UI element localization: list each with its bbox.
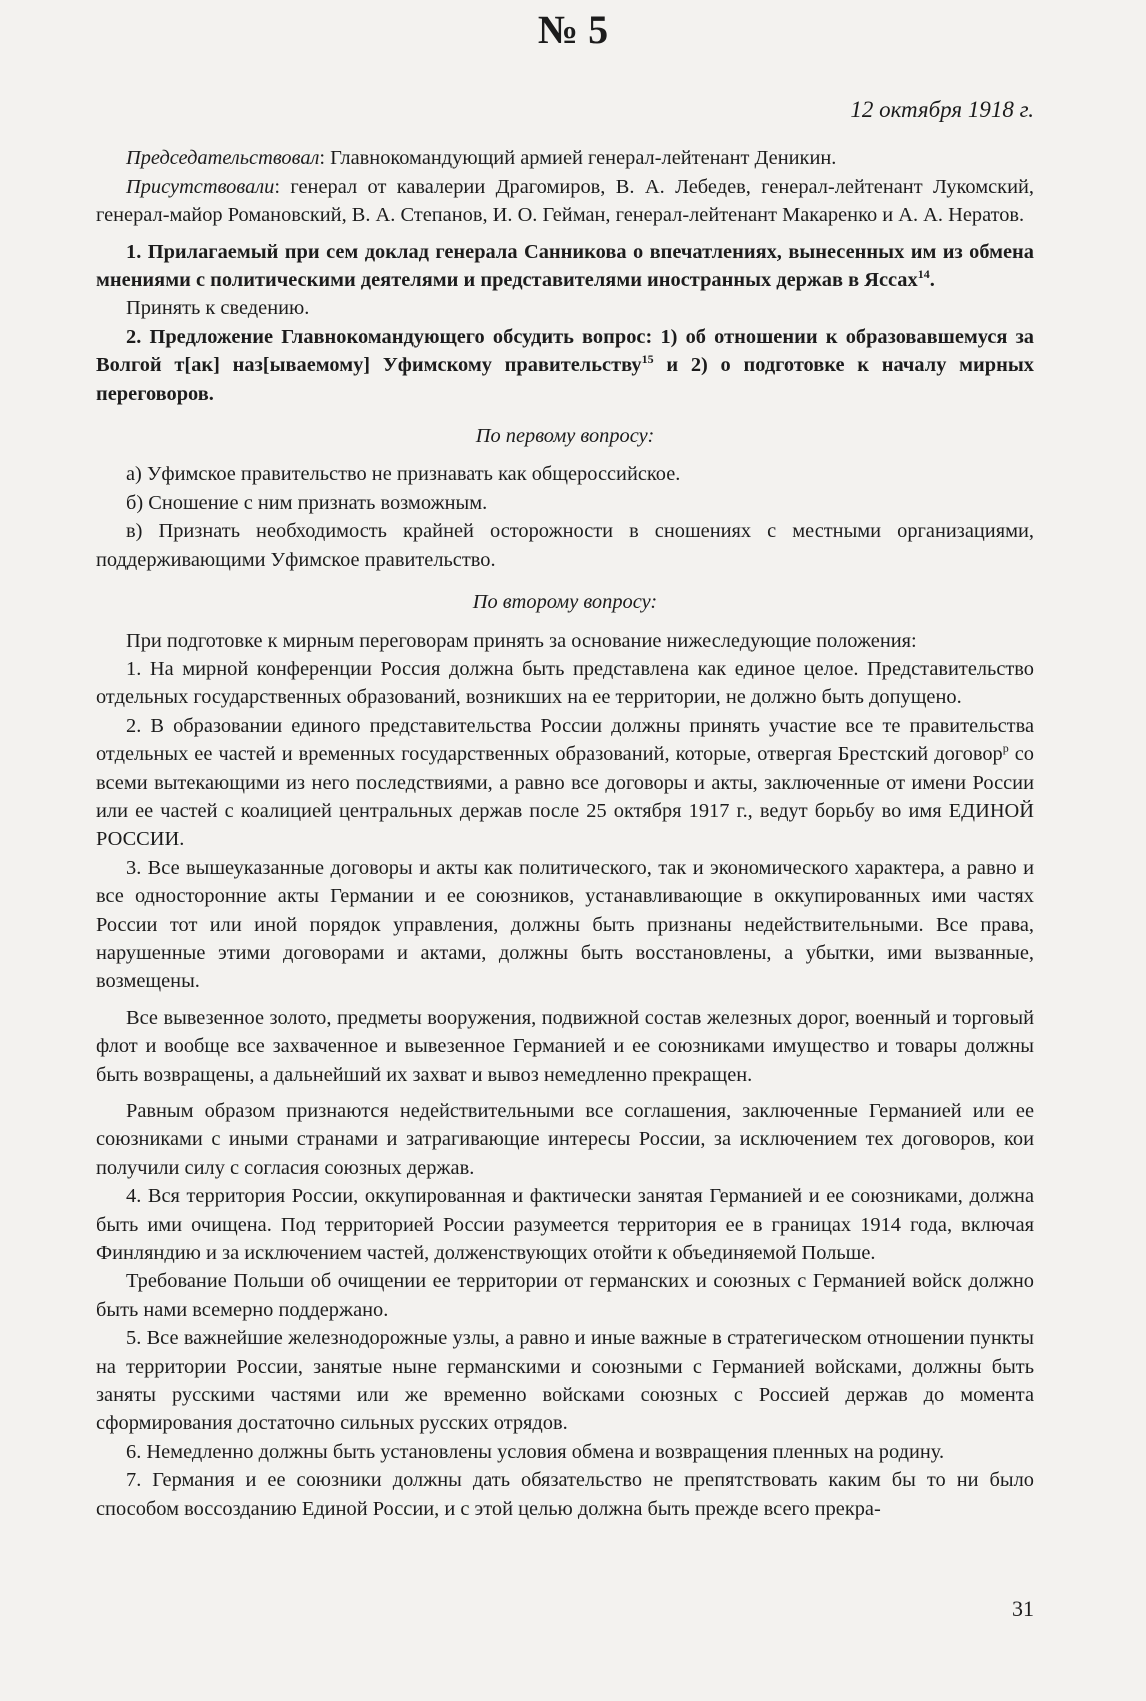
position-2 [96, 712, 1034, 854]
footnote-ref-15: 15 [641, 352, 654, 367]
position-3-agreements: Равным образом признаются недействительными все соглашения, заключенные Германией или ее союзниками с иными странами и затрагивающие интересы России, за исключением тех договоров, кои получили силу с согласия союзных держав. [96, 1100, 1034, 1179]
item-2 [96, 323, 1034, 408]
footnote-ref-14: 14 [917, 267, 930, 282]
position-4-poland: Требование Польши об очищении ее территории от германских и союзных с Германией войск должно быть нами всемерно поддержано. [96, 1270, 1034, 1321]
position-3: 3. Все вышеуказанные договоры и акты как политического, так и экономического характера, а равно и все односторонние акты Германии и ее союзников, устанавливающие в оккупированных ими частях России тот или иной порядок управления, должны быть признаны недействительными. Все права, нарушенные этими договорами и актами, должны быть восстановлены, а убытки, ими вызванные, возмещены. [96, 856, 1034, 993]
item-1-end: . [929, 269, 935, 292]
second-question-heading: По второму вопросу: [472, 591, 658, 614]
chair-line [96, 144, 1034, 172]
position-5: 5. Все важнейшие железнодорожные узлы, а равно и иные важные в стратегическом отношении пункты на территории России, занятые ныне германскими и союзными с Германией войсками, должны быть заняты русскими частями или же временно войсками союзных с Россией держав до момента сформирования достаточно сильных русских отрядов. [96, 1327, 1034, 1435]
chair-text: : Главнокомандующий армией генерал-лейтенант Деникин. [319, 147, 837, 170]
page-number: 31 [1012, 1596, 1034, 1621]
second-question-intro: При подготовке к мирным переговорам принять за основание нижеследующие положения: [126, 629, 917, 652]
position-6: 6. Немедленно должны быть установлены условия обмена и возвращения пленных на родину. [126, 1440, 945, 1463]
position-2-text-b: со всеми вытекающими из него последствиями, а равно все договоры и акты, заключенные от имени России или ее частей с коалицией центральных держав после 25 октября 1917 г., ведут борьбу во имя ЕДИНОЙ РОССИИ. [96, 743, 1034, 851]
item-1-resolution: Принять к сведению. [126, 297, 310, 320]
document-date: 12 октября 1918 г. [850, 97, 1034, 122]
item-1 [96, 238, 1034, 295]
position-1: 1. На мирной конференции Россия должна быть представлена как единое целое. Представительство отдельных государственных образований, возникших на ее территории, не должно быть допущено. [96, 657, 1034, 709]
footnote-ref-r: р [1002, 741, 1009, 756]
first-question-heading: По первому вопросу: [475, 425, 655, 448]
document-number: № 5 [537, 7, 609, 52]
first-question-point-b: б) Сношение с ним признать возможным. [126, 491, 488, 514]
position-4: 4. Вся территория России, оккупированная и фактически занятая Германией и ее союзниками, должна быть ими очищена. Под территорией России разумеется территория ее в границах 1914 года, включая Финляндию и за исключением частей, долженствующих отойти к объединяемой Польше. [96, 1185, 1034, 1265]
document-body [96, 40, 1034, 1523]
position-7: 7. Германия и ее союзники должны дать обязательство не препятствовать каким бы то ни было способом воссозданию Единой России, и с этой целью должна быть прежде всего прекра- [96, 1469, 1034, 1520]
present-text: : генерал от кавалерии Драгомиров, В. А. Лебедев, генерал-лейтенант Лукомский, генерал-майор Романовский, В. А. Степанов, И. О. Гейман, генерал-лейтенант Макаренко и А. А. Нератов. [96, 175, 1034, 227]
position-2-text-a: 2. В образовании единого представительства России должны принять участие все те правительства отдельных ее частей и временных государственных образований, которые, отвергая Брестский договор [96, 714, 1034, 766]
first-question-point-c: в) Признать необходимость крайней осторожности в сношениях с местными организациями, поддерживающими Уфимское правительство. [96, 520, 1034, 571]
present-line [96, 173, 1034, 230]
present-label: Присутствовали [126, 175, 275, 198]
item-1-text: 1. Прилагаемый при сем доклад генерала Санникова о впечатлениях, вынесенных им из обмена мнениями с политическими деятелями и представителями иностранных держав в Яссах [96, 240, 1034, 292]
item-2-text-a: 2. Предложение Главнокомандующего обсудить вопрос: 1) об отношении к образовавшемуся за Волгой т[ак] наз[ываемому] Уфимскому правительству [96, 325, 1034, 377]
item-2-text-b: и 2) о подготовке к началу мирных переговоров. [96, 354, 1034, 405]
first-question-point-a: а) Уфимское правительство не признавать как общероссийское. [126, 463, 681, 486]
position-3-gold: Все вывезенное золото, предметы вооружения, подвижной состав железных дорог, военный и торговый флот и вообще все захваченное и вывезенное Германией и ее союзниками имущество и товары должны быть возвращены, а дальнейший их захват и вывоз немедленно прекращен. [96, 1006, 1034, 1086]
chair-label: Председательствовал [126, 147, 320, 170]
